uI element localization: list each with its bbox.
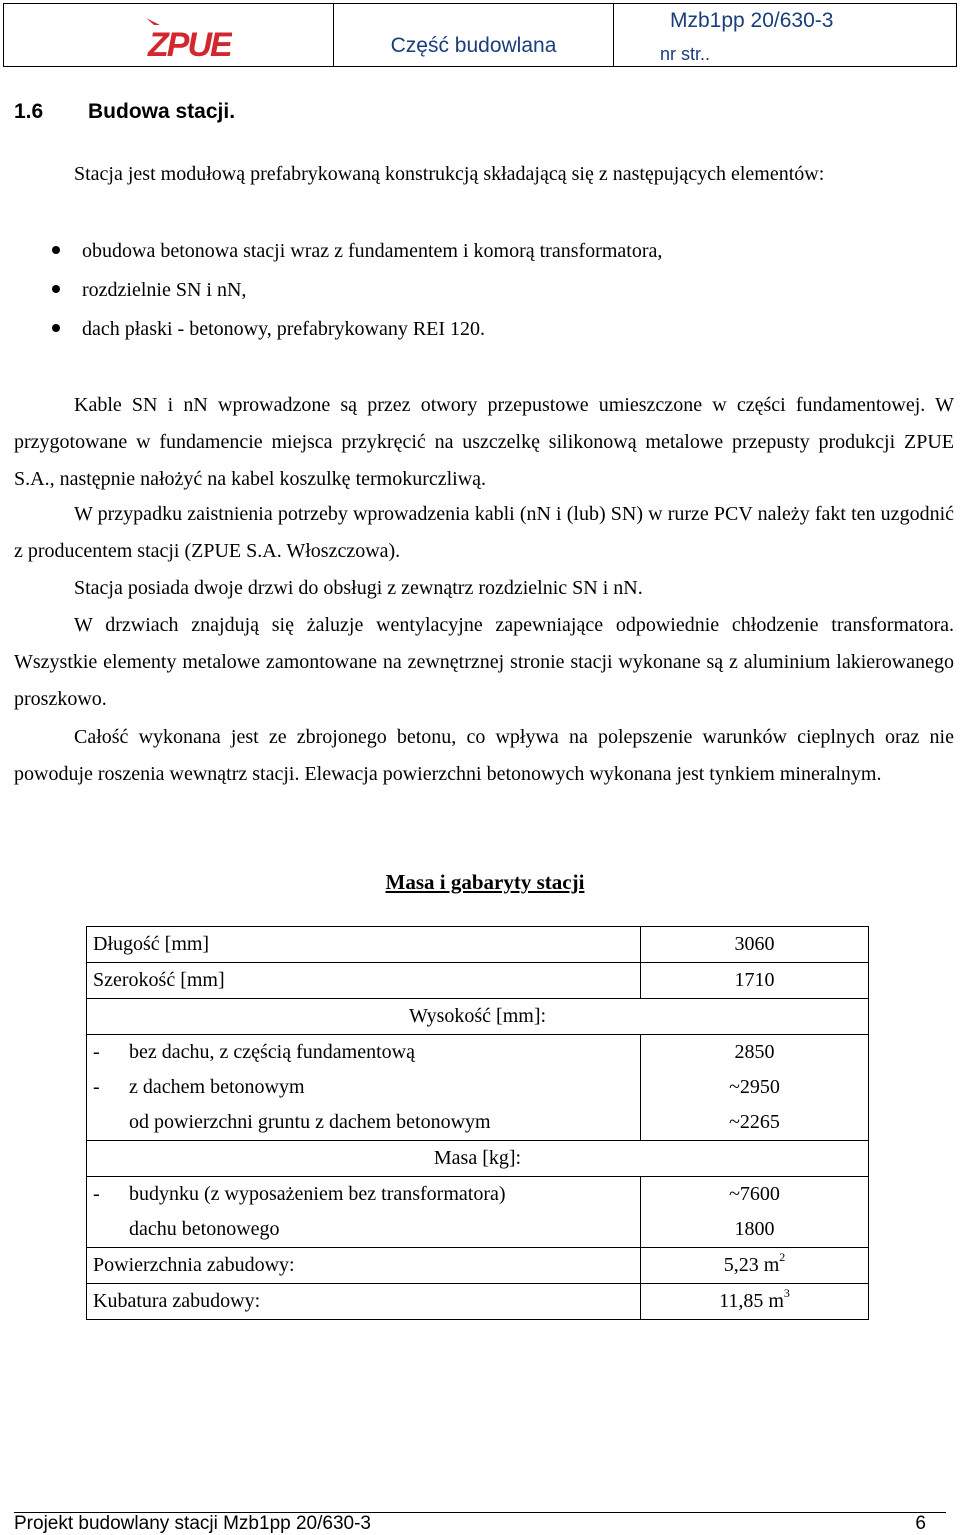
page-number-label: nr str.. bbox=[660, 44, 711, 64]
page-footer bbox=[14, 1512, 946, 1535]
mass-value: 1800 bbox=[641, 1212, 869, 1248]
footer-page-number: 6 bbox=[915, 1513, 926, 1534]
table-row: - bez dachu, z częścią fundamentową 2850 bbox=[87, 1035, 869, 1071]
section-number: 1.6 bbox=[14, 100, 44, 123]
height-value: ~2265 bbox=[641, 1105, 869, 1141]
volume-value: 11,85 $m^3$ bbox=[641, 1284, 869, 1320]
height-value: ~2950 bbox=[641, 1070, 869, 1105]
paragraph-doors: Stacja posiada dwoje drzwi do obsługi z zewnątrz rozdzielnic SN i nN. bbox=[74, 577, 643, 599]
table-row bbox=[87, 1141, 869, 1177]
mass-label: dachu betonowego bbox=[129, 1218, 280, 1240]
table-row bbox=[87, 963, 869, 999]
list-item: rozdzielnie SN i nN, bbox=[52, 271, 246, 310]
table-row: - budynku (z wyposażeniem bez transformatora) ~7600 bbox=[87, 1177, 869, 1213]
table-row bbox=[87, 1212, 869, 1248]
svg-text:ZPUE: ZPUE bbox=[148, 26, 231, 60]
table-row bbox=[87, 927, 869, 963]
table-caption: Masa i gabaryty stacji bbox=[385, 870, 585, 894]
height-header: Wysokość [mm]: bbox=[87, 999, 869, 1035]
height-label: z dachem betonowym bbox=[129, 1076, 305, 1098]
bullet-icon bbox=[52, 246, 60, 254]
bullet-icon bbox=[52, 324, 60, 332]
list-item: obudowa betonowa stacji wraz z fundamentem i komorą transformatora, bbox=[52, 232, 662, 271]
document-part-title: Część budowlana bbox=[390, 34, 557, 57]
width-label: Szerokość [mm] bbox=[87, 963, 641, 999]
paragraph-cables: Kable SN i nN wprowadzone są przez otwory przepustowe umieszczone w części fundamentowej. W przygotowane w fundamencie miejsca przykręcić na uszczelkę silikonową metalowe przepusty produkcji ZPUE S.A., następnie nałożyć na kabel koszulkę termokurczliwą. bbox=[14, 394, 954, 490]
paragraph-ventilation: W drzwiach znajdują się żaluzje wentylacyjne zapewniające odpowiednie chłodzenie transformatora. Wszystkie elementy metalowe zamontowane na zewnętrznej stronie stacji wykonane są z aluminium lakierowanego proszkowo. bbox=[14, 614, 954, 710]
zpue-logo bbox=[142, 16, 232, 60]
bullet-icon bbox=[52, 285, 60, 293]
intro-paragraph: Stacja jest modułową prefabrykowaną konstrukcją składającą się z następujących elementów: bbox=[74, 163, 825, 185]
height-label: bez dachu, z częścią fundamentową bbox=[129, 1041, 415, 1063]
header-code-cell bbox=[614, 4, 958, 66]
length-value: 3060 bbox=[641, 927, 869, 963]
table-row bbox=[87, 1284, 869, 1320]
paragraph-concrete: Całość wykonana jest ze zbrojonego betonu, co wpływa na polepszenie warunków cieplnych oraz nie powoduje roszenia wewnątrz stacji. Elewacja powierzchni betonowych wykonana jest tynkiem mineralnym. bbox=[14, 726, 954, 785]
table-row: - z dachem betonowym ~2950 bbox=[87, 1070, 869, 1105]
header-logo-cell bbox=[4, 4, 334, 66]
dimensions-table bbox=[86, 926, 869, 1320]
mass-value: ~7600 bbox=[641, 1177, 869, 1213]
table-row bbox=[87, 999, 869, 1035]
page-header bbox=[3, 3, 957, 67]
mass-label: budynku (z wyposażeniem bez transformatora) bbox=[129, 1183, 506, 1205]
station-code: Mzb1pp 20/630-3 bbox=[670, 9, 834, 32]
list-item: dach płaski - betonowy, prefabrykowany REI 120. bbox=[52, 310, 485, 349]
width-value: 1710 bbox=[641, 963, 869, 999]
mass-header: Masa [kg]: bbox=[87, 1141, 869, 1177]
height-value: 2850 bbox=[641, 1035, 869, 1071]
footer-text: Projekt budowlany stacji Mzb1pp 20/630-3 bbox=[14, 1513, 371, 1534]
length-label: Długość [mm] bbox=[87, 927, 641, 963]
paragraph-pvc: W przypadku zaistnienia potrzeby wprowadzenia kabli (nN i (lub) SN) w rurze PCV należy fakt ten uzgodnić z producentem stacji (ZPUE S.A. Włoszczowa). bbox=[14, 503, 954, 562]
height-label: od powierzchni gruntu z dachem betonowym bbox=[129, 1111, 491, 1133]
area-value: 5,23 $m^2$ bbox=[641, 1248, 869, 1284]
area-label: Powierzchnia zabudowy: bbox=[87, 1248, 641, 1284]
table-row bbox=[87, 1105, 869, 1141]
section-title: Budowa stacji. bbox=[88, 100, 236, 123]
header-title-cell bbox=[334, 4, 614, 66]
volume-label: Kubatura zabudowy: bbox=[87, 1284, 641, 1320]
section-heading bbox=[14, 100, 235, 124]
table-row bbox=[87, 1248, 869, 1284]
